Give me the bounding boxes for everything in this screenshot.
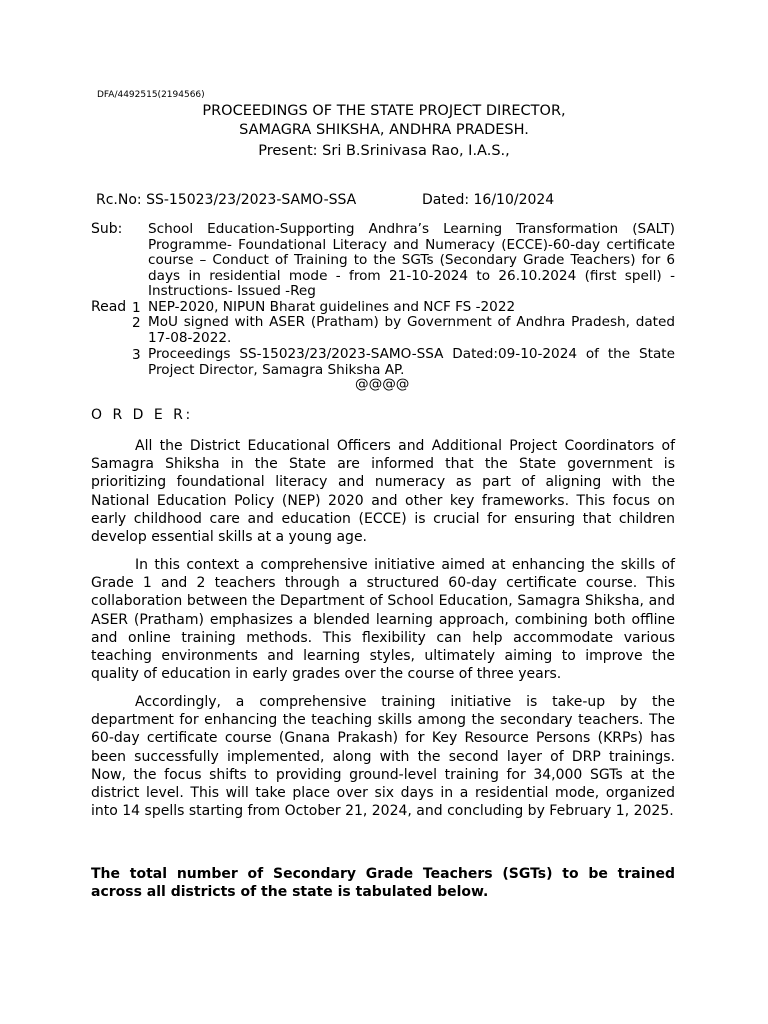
subject-label: Sub: <box>91 221 123 237</box>
date: Dated: 16/10/2024 <box>422 192 555 208</box>
read-label: Read <box>91 299 127 315</box>
rc-number: Rc.No: SS-15023/23/2023-SAMO-SSA <box>96 192 357 208</box>
header-line-3: Present: Sri B.Srinivasa Rao, I.A.S., <box>258 143 510 159</box>
paragraph-2: In this context a comprehensive initiative aimed at enhancing the skills of Grade 1 and 2 teachers through a structured 60-day certificate course. This collaboration between the Department of School Education, Samagra Shiksha, and ASER (Pratham) emphasizes a blended learning approach, combining both offline and online training methods. This flexibility can help accommodate various teaching environments and learning styles, ultimately aiming to improve the quality of education in early grades over the course of three years. <box>91 557 675 683</box>
read-num-1: 1 <box>132 300 141 316</box>
read-num-3: 3 <box>132 347 141 363</box>
closing-statement: The total number of Secondary Grade Teachers (SGTs) to be trained across all districts of the state is tabulated below. <box>91 866 675 901</box>
read-item-2: MoU signed with ASER (Pratham) by Government of Andhra Pradesh, dated 17-08-2022. <box>148 314 675 346</box>
read-item-3: Proceedings SS-15023/23/2023-SAMO-SSA Dated:09-10-2024 of the State Project Director, Samagra Shiksha AP. <box>148 346 675 378</box>
header-line-2: SAMAGRA SHIKSHA, ANDHRA PRADESH. <box>239 122 529 138</box>
paragraph-1: All the District Educational Officers and Additional Project Coordinators of Samagra Shiksha in the State are informed that the State government is prioritizing foundational literacy and numeracy as part of aligning with the National Education Policy (NEP) 2020 and other key frameworks. This focus on early childhood care and education (ECCE) is crucial for ensuring that children develop essential skills at a young age. <box>91 438 675 546</box>
read-item-1: NEP-2020, NIPUN Bharat guidelines and NCF FS -2022 <box>148 299 516 315</box>
read-num-2: 2 <box>132 315 141 331</box>
order-heading: O R D E R: <box>91 407 194 423</box>
file-number: DFA/4492515(2194566) <box>97 90 205 100</box>
separator: @@@@ <box>355 376 410 392</box>
paragraph-3: Accordingly, a comprehensive training initiative is take-up by the department for enhancing the teaching skills among the secondary teachers. The 60-day certificate course (Gnana Prakash) for Key Resource Persons (KRPs) has been successfully implemented, along with the second layer of DRP trainings. Now, the focus shifts to providing ground-level training for 34,000 SGTs at the district level. This will take place over six days in a residential mode, organized into 14 spells starting from October 21, 2024, and concluding by February 1, 2025. <box>91 694 675 820</box>
header-line-1: PROCEEDINGS OF THE STATE PROJECT DIRECTOR, <box>202 103 566 119</box>
subject-text: School Education-Supporting Andhra’s Learning Transformation (SALT) Programme- Foundational Literacy and Numeracy (ECCE)-60-day certificate course – Conduct of Training to the SGTs (Secondary Grade Teachers) for 6 days in residential mode - from 21-10-2024 to 26.10.2024 (first spell) - Instructions- Issued -Reg <box>148 221 675 299</box>
